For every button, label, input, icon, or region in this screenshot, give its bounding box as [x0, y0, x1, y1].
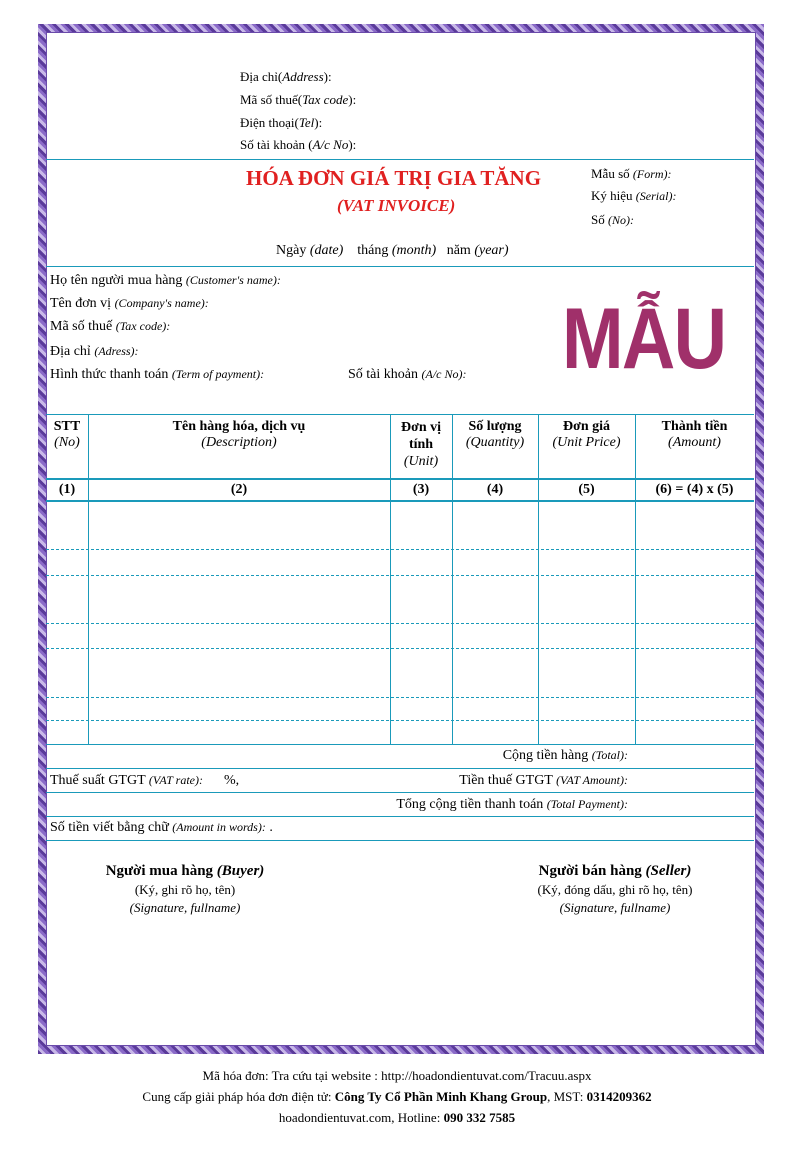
col-number-3: (3): [412, 482, 430, 497]
buyer-company: Tên đơn vị (Company's name):: [50, 296, 209, 311]
vat-amount: Tiền thuế GTGT (VAT Amount):: [459, 773, 628, 788]
vat-rate: Thuế suất GTGT (VAT rate): %,: [50, 773, 240, 788]
footer-provider: Cung cấp giải pháp hóa đơn điện tử: Công Ty Cổ Phần Minh Khang Group, MST: 0314209362: [142, 1089, 652, 1104]
footer-lookup: Mã hóa đơn: Tra cứu tại website : http://hoadondientuvat.com/Tracuu.aspx: [202, 1068, 592, 1083]
buyer-signature: Người mua hàng (Buyer) (Ký, ghi rõ họ, tên) (Signature, fullname): [105, 863, 265, 915]
buyer-address: Địa chỉ (Adress):: [50, 344, 139, 359]
seller-tel: Điện thoại(Tel):: [240, 115, 323, 130]
col-number-6: (6) = (4) x (5): [655, 482, 734, 497]
buyer-name: Họ tên người mua hàng (Customer's name):: [50, 273, 281, 288]
seller-address: Địa chỉ(Address):: [240, 69, 332, 84]
col-header-amount: Thành tiền (Amount): [661, 419, 728, 450]
seller-tax-code: Mã số thuế(Tax code):: [240, 92, 357, 107]
invoice-title: HÓA ĐƠN GIÁ TRỊ GIA TĂNG: [246, 166, 542, 190]
buyer-tax-code: Mã số thuế (Tax code):: [50, 319, 171, 334]
col-number-1: (1): [58, 482, 76, 497]
seller-account: Số tài khoản (A/c No):: [240, 137, 357, 152]
col-number-4: (4): [486, 482, 504, 497]
amount-in-words: Số tiền viết bằng chữ (Amount in words): .: [50, 820, 273, 835]
invoice-date: Ngày (date) tháng (month) năm (year): [276, 243, 509, 258]
col-header-stt: STT (No): [53, 419, 81, 450]
serial: Ký hiệu (Serial):: [591, 188, 677, 203]
total-row: Cộng tiền hàng (Total):: [502, 748, 628, 763]
col-header-unit: Đơn vị tính (Unit): [400, 420, 442, 469]
col-number-5: (5): [578, 482, 595, 497]
sample-watermark: MẪU: [562, 291, 726, 387]
col-number-2: (2): [230, 482, 248, 497]
col-header-quantity: Số lượng (Quantity): [465, 419, 525, 450]
payment-term: Hình thức thanh toán (Term of payment):: [50, 367, 265, 382]
form-no: Mẫu số (Form):: [591, 166, 672, 181]
invoice-number: Số (No):: [591, 212, 634, 227]
buyer-account: Số tài khoản (A/c No):: [348, 367, 467, 382]
invoice-subtitle: (VAT INVOICE): [337, 196, 456, 215]
col-header-unit-price: Đơn giá (Unit Price): [552, 419, 621, 450]
col-header-description: Tên hàng hóa, dịch vụ (Description): [172, 419, 306, 450]
seller-signature: Người bán hàng (Seller) (Ký, đóng dấu, ghi rõ họ, tên) (Signature, fullname): [537, 863, 693, 915]
grand-total: Tổng cộng tiền thanh toán (Total Payment):: [396, 797, 628, 812]
footer-hotline: hoadondientuvat.com, Hotline: 090 332 7585: [278, 1110, 516, 1125]
